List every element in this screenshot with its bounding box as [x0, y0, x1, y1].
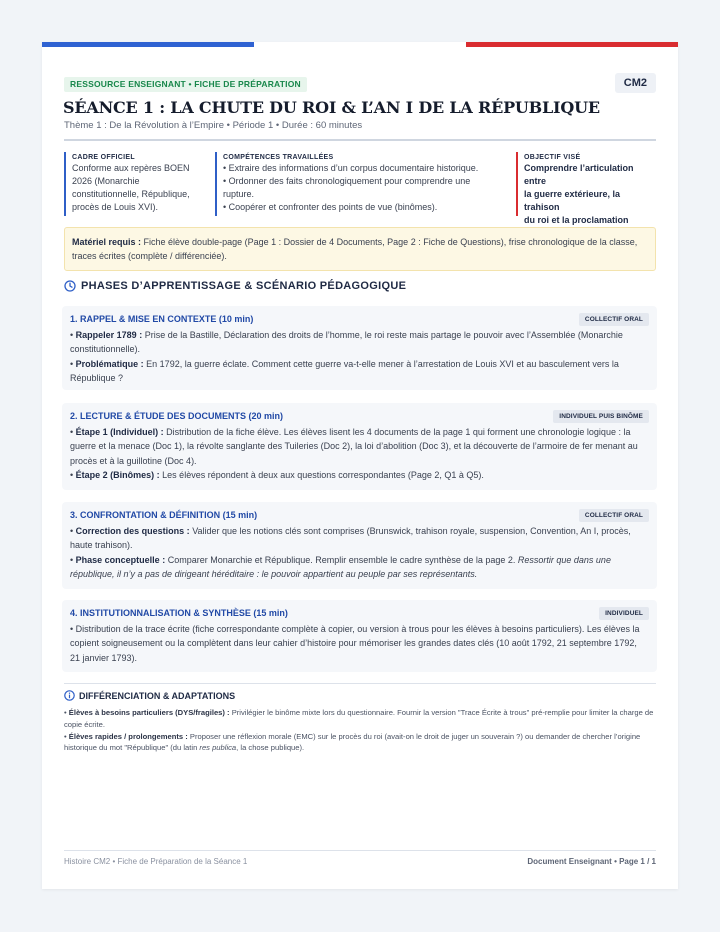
- clock-icon: [64, 280, 76, 292]
- item-label: Étape 2 (Binômes) :: [75, 470, 160, 481]
- bullet: •: [70, 427, 76, 437]
- item-italic: res publica: [199, 743, 237, 753]
- phase-badge: INDIVIDUEL PUIS BINÔME: [553, 410, 649, 423]
- item-label: Élèves rapides / prolongements :: [68, 731, 188, 741]
- bullet: •: [70, 470, 76, 481]
- flag-red-stripe: [466, 42, 678, 47]
- item-italic: Ressortir que dans une république, il n’y a pas de dirigeant héréditaire : le pouvoir appartient au peuple par ses représentants.: [70, 554, 611, 580]
- phase-badge: COLLECTIF ORAL: [579, 313, 649, 326]
- bullet: •: [70, 624, 76, 634]
- column-line: constitutionnelle, République,: [72, 189, 190, 199]
- phase-card: [62, 502, 657, 589]
- column-heading: CADRE OFFICIEL: [72, 154, 135, 161]
- item-text: Distribution de la trace écrite (fiche correspondante complète à copier, ou version à trous pour les élèves à besoins particuliers). Les élèves la copient soigneusement ou la complètent dans leur cahier d’histoire pour mémoriser les grandes dates clés (10 août 1792, 21 septembre 1792, 21 janvier 1793).: [70, 624, 640, 663]
- page-subtitle: Thème 1 : De la Révolution à l’Empire • Période 1 • Durée : 60 minutes: [64, 120, 363, 131]
- official-framework-column: [64, 152, 208, 216]
- phase-badge: INDIVIDUEL: [599, 607, 649, 620]
- phase-card: [62, 306, 657, 390]
- phase-item: [70, 328, 648, 357]
- objective-column: [516, 152, 656, 225]
- bullet: •: [70, 526, 76, 536]
- bullet: •: [64, 731, 69, 741]
- column-line: • Extraire des informations d’un corpus documentaire historique.: [223, 163, 479, 173]
- phase-item: [70, 468, 648, 482]
- differentiation-item: [64, 707, 654, 731]
- item-text: Les élèves répondent à deux aux questions correspondantes (Page 2, Q1 à Q5).: [159, 470, 484, 481]
- phase-title: 2. LECTURE & ÉTUDE DES DOCUMENTS (20 min): [70, 411, 284, 421]
- item-text: Valider que les notions clés sont comprises (Brunswick, trahison royale, suspension, Convention, An I, procès, haute trahison).: [70, 526, 631, 551]
- phase-badge: COLLECTIF ORAL: [579, 509, 649, 522]
- materials-text: [72, 235, 648, 263]
- footer-divider: [64, 850, 656, 851]
- materials-box: [64, 227, 656, 271]
- phase-item: [70, 553, 648, 582]
- phase-title: 3. CONFRONTATION & DÉFINITION (15 min): [70, 510, 258, 520]
- bullet: •: [64, 708, 69, 717]
- phase-card: [62, 403, 657, 490]
- item-text: En 1792, la guerre éclate. Comment cette guerre va-t-elle mener à l’arrestation de Louis XVI et au basculement vers la République ?: [70, 358, 619, 384]
- column-line: du roi et la proclamation: [524, 215, 629, 225]
- phase-title: 1. RAPPEL & MISE EN CONTEXTE (10 min): [70, 314, 254, 324]
- column-line: la guerre extérieure, la trahison: [524, 189, 621, 212]
- differentiation-body: [64, 707, 654, 754]
- differentiation-title: DIFFÉRENCIATION & ADAPTATIONS: [79, 690, 236, 701]
- title-divider: [64, 139, 656, 141]
- item-text: Distribution de la fiche élève. Les élèves lisent les 4 documents de la page 1 qui forment une chronologie logique : la guerre et la menace (Doc 1), la révolte sanglante des Tuileries (Doc 2), la loi d’abolition (Doc 3), et la découverte de l’armoire de fer menant au procès et à la guillotine (Doc 4).: [70, 427, 638, 466]
- phase-body: [70, 622, 648, 665]
- phase-body: [70, 524, 648, 582]
- resource-tag: RESSOURCE ENSEIGNANT • FICHE DE PRÉPARATION: [64, 77, 307, 92]
- document-page: [42, 42, 678, 889]
- column-text: [72, 162, 208, 214]
- column-line: procès de Louis XVI).: [72, 202, 159, 212]
- column-heading: OBJECTIF VISÉ: [524, 154, 581, 161]
- column-line: Comprendre l’articulation entre: [524, 163, 634, 186]
- phase-item: [70, 622, 648, 665]
- materials-label: Matériel requis :: [72, 237, 142, 247]
- bullet: •: [70, 554, 76, 565]
- column-heading: COMPÉTENCES TRAVAILLÉES: [223, 154, 334, 161]
- flag-white-stripe: [254, 42, 466, 47]
- item-text: Proposer une réflexion morale (EMC) sur le procès du roi (avait-on le droit de juger un souverain ?) ou demander de chercher l’origine historique du mot "République" (du latin: [64, 731, 641, 753]
- item-label: Étape 1 (Individuel) :: [75, 427, 164, 437]
- column-line: • Coopérer et confronter des points de vue (binômes).: [223, 202, 438, 212]
- section-title: PHASES D’APPRENTISSAGE & SCÉNARIO PÉDAGOGIQUE: [81, 280, 407, 292]
- item-text: Privilégier le binôme mixte lors du questionnaire. Fournir la version "Trace Écrite à trous" pré-remplie pour limiter la charge de copie écrite.: [64, 708, 654, 729]
- differentiation-header: [64, 690, 235, 701]
- materials-value: Fiche élève double-page (Page 1 : Dossier de 4 Documents, Page 2 : Fiche de Questions), frise chronologique de la classe, traces écrites (complète / différenciée).: [72, 237, 638, 261]
- phase-item: [70, 357, 648, 386]
- differentiation-item: [64, 731, 654, 755]
- phase-item: [70, 524, 648, 553]
- level-badge: CM2: [615, 73, 656, 93]
- phases-section-header: [64, 278, 406, 294]
- item-label: Correction des questions :: [75, 526, 190, 536]
- bullet: •: [70, 358, 76, 369]
- column-text: [223, 162, 508, 214]
- flag-blue-stripe: [42, 42, 254, 47]
- phase-title: 4. INSTITUTIONNALISATION & SYNTHÈSE (15 min): [70, 608, 288, 618]
- phase-body: [70, 425, 648, 483]
- skills-column: [215, 152, 508, 216]
- phase-body: [70, 328, 648, 386]
- info-icon: [64, 690, 75, 701]
- item-text: Comparer Monarchie et République. Remplir ensemble le cadre synthèse de la page 2.: [165, 554, 518, 565]
- bullet: •: [70, 330, 76, 340]
- footer-left: Histoire CM2 • Fiche de Préparation de la Séance 1: [64, 857, 248, 866]
- item-label: Problématique :: [75, 358, 144, 369]
- info-columns: [64, 152, 656, 225]
- tricolor-band: [42, 42, 678, 47]
- section-divider: [64, 683, 656, 684]
- column-line: 2026 (Monarchie: [72, 176, 140, 186]
- item-label: Rappeler 1789 :: [75, 330, 143, 340]
- page-title: SÉANCE 1 : LA CHUTE DU ROI & L’AN I DE LA RÉPUBLIQUE: [63, 98, 600, 117]
- footer-right: Document Enseignant • Page 1 / 1: [527, 857, 656, 866]
- phase-item: [70, 425, 648, 468]
- item-label: Phase conceptuelle :: [75, 554, 166, 565]
- column-line: Conforme aux repères BOEN: [72, 163, 190, 173]
- item-text: Prise de la Bastille, Déclaration des droits de l’homme, le roi reste mais partage le pouvoir avec l’Assemblée (Monarchie constitutionnelle).: [70, 330, 623, 355]
- item-label: Élèves à besoins particuliers (DYS/fragiles) :: [68, 708, 230, 717]
- item-text-after: , la chose publique).: [236, 743, 305, 753]
- column-line: • Ordonner des faits chronologiquement pour comprendre une: [223, 176, 471, 186]
- phase-card: [62, 600, 657, 672]
- column-line: rupture.: [223, 189, 255, 199]
